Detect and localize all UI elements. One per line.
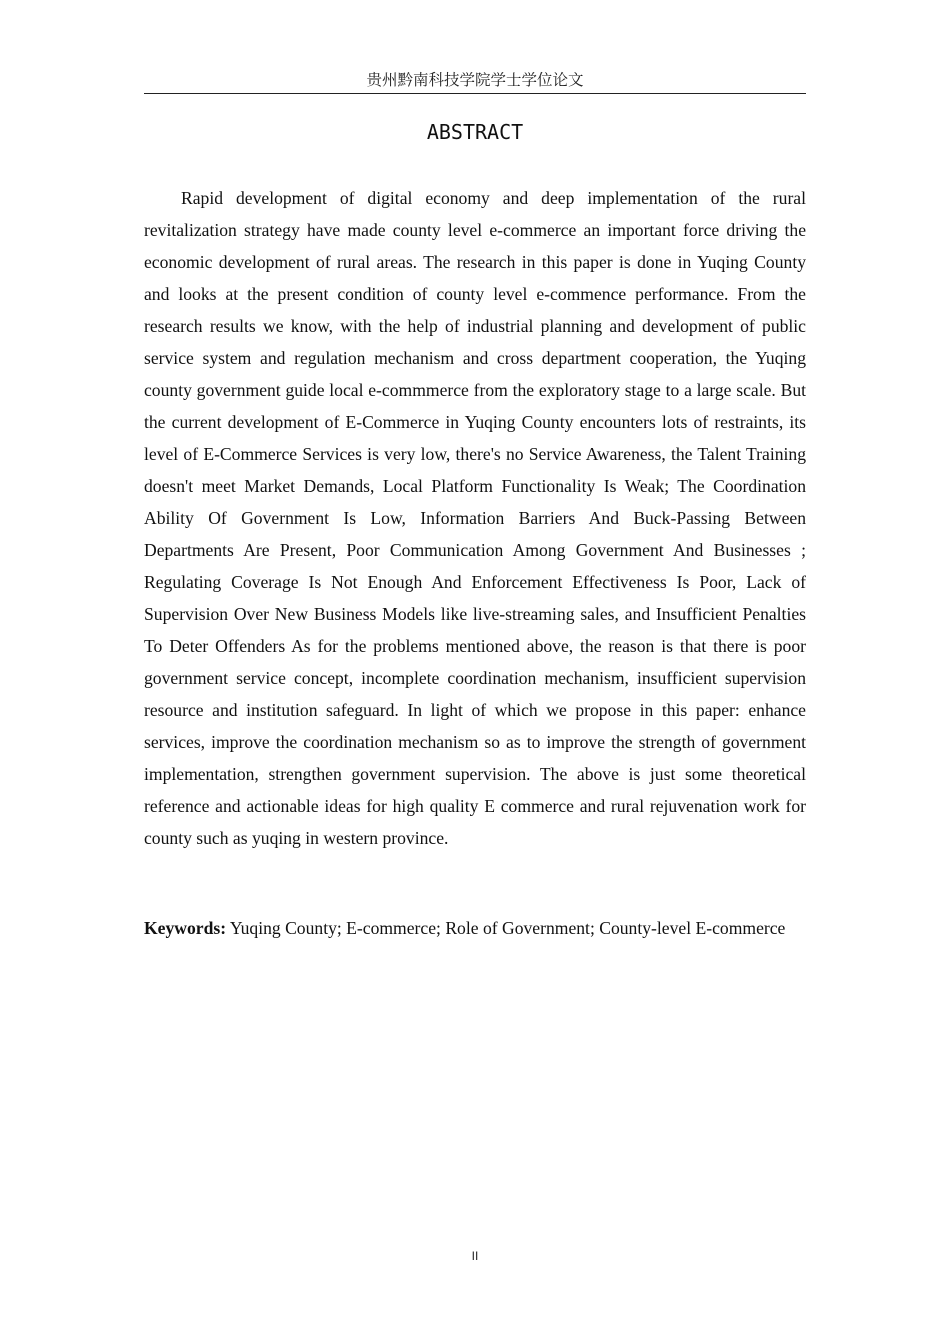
abstract-title: ABSTRACT [426, 120, 524, 144]
page-number: II [471, 1249, 479, 1263]
keywords-label: Keywords: [144, 918, 227, 938]
running-header [144, 68, 806, 94]
keywords-text: Yuqing County; E-commerce; Role of Government; County-level E-commerce [226, 918, 786, 938]
thesis-header-title: 贵州黔南科技学院学士学位论文 [366, 71, 584, 89]
keywords-line [144, 912, 806, 944]
abstract-body: Rapid development of digital economy and deep implementation of the rural revitalization strategy have made county level e-commerce an important force driving the economic development of rural areas. The research in this paper is done in Yuqing County and looks at the present condition of county level e-commence performance. From the research results we know, with the help of industrial planning and development of public service system and regulation mechanism and cross department cooperation, the Yuqing county government guide local e-commmerce from the exploratory stage to a large scale. But the current development of E-Commerce in Yuqing County encounters lots of restraints, its level of E-Commerce Services is very low, there's no Service Awareness, the Talent Training doesn't meet Market Demands, Local Platform Functionality Is Weak; The Coordination Ability Of Government Is Low, Information Barriers And Buck-Passing Between Departments Are Present, Poor Communication Among Government And Businesses ; Regulating Coverage Is Not Enough And Enforcement Effectiveness Is Poor, Lack of Supervision Over New Business Models like live-streaming sales, and Insufficient Penalties To Deter Offenders As for the problems mentioned above, the reason is that there is poor government service concept, incomplete coordination mechanism, insufficient supervision resource and institution safeguard. In light of which we propose in this paper: enhance services, improve the coordination mechanism so as to improve the strength of government implementation, strengthen government supervision. The above is just some theoretical reference and actionable ideas for high quality E commerce and rural rejuvenation work for county such as yuqing in western province. [144, 188, 806, 848]
